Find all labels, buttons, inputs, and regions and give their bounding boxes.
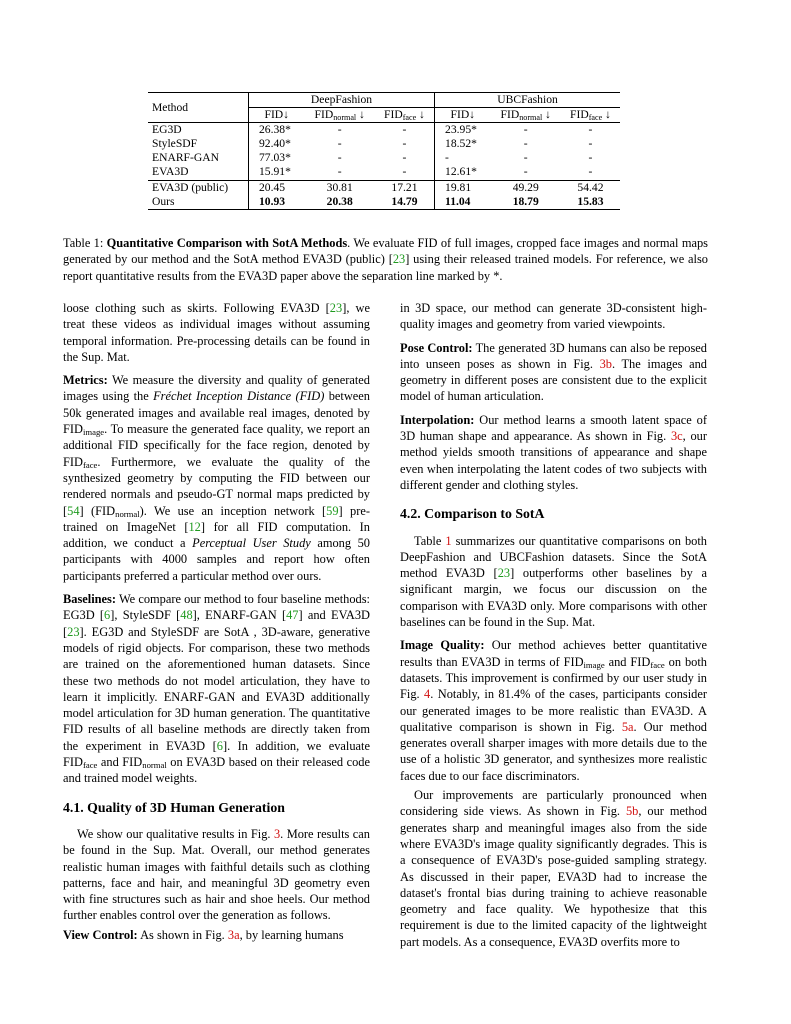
group-ubcfashion: UBCFashion [435, 93, 620, 108]
metrics-paragraph: Metrics: We measure the diversity and quality of generated images using the Fréchet Inception Distance (FID) between 50k generated images and available real images, denoted by $FID_{image}$. To measure the generated face quality, we report an additional FID specifically for the face region, denoted by $FID_{face}$. Furthermore, we evaluate the quality of the synthesized geometry by computing the FID between our rendered normals and pseudo-GT normal maps predicted by [54] $(FID_{normal})$. We use an inception network [59] pre-trained on ImageNet [12] for all FID computation. In addition, we conduct a Perceptual User Study among 50 participants with 4000 samples and report how often participants preferred a particular method over ours. [63, 373, 371, 583]
citation[interactable]: 6 [104, 608, 111, 623]
value-cell: 23.95* [435, 123, 491, 138]
value-cell: - [523, 165, 528, 179]
method-cell: Ours [148, 195, 249, 210]
figure-link[interactable]: 3a [227, 927, 240, 942]
value-cell: - [337, 137, 342, 151]
interpolation-paragraph: Interpolation: Our method learns a smooth latent space of 3D human shape and appearance. As shown in Fig. 3c, our method yields smooth transitions of appearance and shape even when interpolating the latent codes of two subjects with different gender and clothing styles. [400, 412, 707, 492]
value-cell: - [402, 165, 407, 179]
method-cell: EVA3D (public) [148, 180, 249, 195]
caption-label: Table 1: [63, 236, 107, 250]
method-header: Method [148, 93, 249, 123]
baselines-paragraph: Baselines: We compare our method to four baseline methods: EG3D [6], StyleSDF [48], ENARF-GAN [47] and EVA3D [23]. EG3D and StyleSDF are SotA , 3D-aware, generative models of rigid objects. For comparison, these two methods are trained on the aforementioned human datasets. Since these two methods do not model articulation, they have to learn it implicitly. ENARF-GAN and EVA3D additionally model articulation for 3D human generation. The quantitative FID results of all baseline methods are directly taken from the experiment in EVA3D [6]. In addition, we evaluate $FID_{face}$ and $FID_{normal}$ on EVA3D based on their released code and trained model weights. [63, 592, 371, 786]
column-header: FID↓ [435, 108, 491, 123]
value-cell: - [588, 137, 593, 151]
citation[interactable]: 12 [188, 519, 201, 534]
method-cell: StyleSDF [152, 137, 198, 151]
value-cell: - [337, 165, 342, 179]
value-cell: - [491, 123, 561, 138]
citation[interactable]: 23 [392, 252, 406, 267]
value-cell: 20.38 [304, 195, 374, 210]
value-cell: 19.81 [435, 180, 491, 195]
value-cell: - [523, 137, 528, 151]
citation[interactable]: 54 [67, 503, 80, 518]
paragraph-heading: Metrics: [63, 373, 108, 388]
column-header: $FID_{face}$ ↓ [570, 108, 611, 123]
left-column [63, 300, 370, 950]
section-heading: 4.2. Comparison to SotA [400, 506, 545, 522]
image-quality-paragraph: Image Quality: Our method achieves better quantitative results than EVA3D in terms of $FID_{image}$ and $FID_{face}$ on both datasets. This improvement is confirmed by our user study in Fig. 4. Notably, in 81.4% of the cases, participants consider our generated images to be more realistic than EVA3D. A qualitative comparison is shown in Fig. 5a. Our method generates overall sharper images with more details due to the use of a holistic 3D generator, and synthesizes more realistic faces due to our face discriminators. [400, 638, 708, 783]
citation[interactable]: 23 [497, 566, 511, 581]
method-cell: ENARF-GAN [152, 151, 219, 165]
value-cell: - [375, 123, 435, 138]
paragraph-heading: Interpolation: [400, 412, 475, 427]
figure-link[interactable]: 4 [424, 687, 431, 702]
value-cell: - [435, 151, 491, 165]
value-cell: - [304, 123, 374, 138]
column-header: FID↓ [249, 108, 305, 123]
column-header: $FID_{normal}$ ↓ [314, 108, 365, 123]
section-heading: 4.1. Quality of 3D Human Generation [63, 799, 285, 815]
value-cell: 17.21 [375, 180, 435, 195]
paragraph: Our improvements are particularly pronounced when considering side views. As shown in Fig. 5b, our method generates sharp and meaningful images also from the side where EVA3D's image quality significantly degrades. This is a consequence of EVA3D's pose-guided sampling strategy. As discussed in their paper, EVA3D had to increase the dataset's frontal bias during training to achieve reasonable geometry and face quality. We hypothesize that this requirement is due to the limited capacity of the lightweight part models. As a consequence, EVA3D overfits more to [400, 788, 707, 949]
value-cell: - [337, 151, 342, 165]
value-cell: 26.38* [249, 123, 305, 138]
paragraph-heading: View Control: [63, 927, 138, 942]
citation[interactable]: 47 [286, 608, 299, 623]
citation[interactable]: 23 [67, 624, 80, 639]
pose-control-paragraph: Pose Control: The generated 3D humans can also be reposed into unseen poses as shown in Fig. 3b. The images and geometry in different poses are consistent due to the explicit model of human articulation. [400, 340, 708, 404]
paragraph: in 3D space, our method can generate 3D-consistent high-quality images and geometry from varied viewpoints. [400, 301, 707, 332]
column-header: $FID_{face}$ ↓ [384, 108, 425, 123]
table-row [148, 195, 620, 210]
citation[interactable]: 48 [180, 608, 193, 623]
method-cell: EVA3D [152, 165, 189, 179]
value-cell: 18.79 [491, 195, 561, 210]
citation[interactable]: 23 [329, 301, 343, 315]
view-control-paragraph: View Control: As shown in Fig. 3a, by learning humans [63, 927, 344, 942]
paragraph: We show our qualitative results in Fig. 3. More results can be found in the Sup. Mat. Overall, our method generates realistic human images with faithful details such as clothing patterns, face and hair, and meaningful 3D geometry even with fine structures such as hair and shoe heels. Our method further enables control over the generation as follows. [63, 826, 370, 923]
value-cell: 54.42 [561, 180, 620, 195]
value-cell: 49.29 [491, 180, 561, 195]
paragraph: Table 1 summarizes our quantitative comparisons on both DeepFashion and UBCFashion datasets. Since the SotA method EVA3D [23] outperforms other baselines by a significant margin, we focus our discussion on the comparison with EVA3D only. More comparisons with other baselines can be found in the Sup. Mat. [400, 533, 708, 630]
value-cell: 11.04 [435, 195, 491, 210]
value-cell: 10.93 [249, 195, 305, 210]
value-cell: 20.45 [249, 180, 305, 195]
caption-title: Quantitative Comparison with SotA Methods [106, 236, 348, 250]
value-cell: 15.83 [561, 195, 620, 210]
table-caption: Table 1: Quantitative Comparison with SotA Methods. We evaluate FID of full images, cropped face images and normal maps generated by our method and the SotA method EVA3D (public) [23] using their released trained models. For reference, we also report quantitative results from the EVA3D paper above the separation line marked by *. [63, 236, 708, 283]
value-cell: 12.61* [435, 165, 491, 180]
results-table [148, 92, 620, 210]
value-cell: 30.81 [304, 180, 374, 195]
figure-link[interactable]: 3b [599, 356, 612, 371]
group-deepfashion: DeepFashion [249, 93, 435, 108]
table-row [148, 180, 620, 195]
paragraph: loose clothing such as skirts. Following EVA3D [23], we treat these videos as individual images without assuming temporal information. Pre-processing details can be found in the Sup. Mat. [63, 301, 370, 364]
table-row [148, 123, 620, 138]
paragraph-heading: Baselines: [63, 592, 117, 607]
figure-link[interactable]: 3c [670, 429, 683, 444]
method-cell: EG3D [148, 123, 249, 138]
figure-link[interactable]: 5b [625, 804, 639, 819]
value-cell: 15.91* [249, 165, 305, 180]
table-row [148, 165, 620, 180]
value-cell: 77.03* [249, 151, 305, 165]
value-cell: - [588, 151, 593, 165]
paragraph-heading: Pose Control: [400, 340, 473, 355]
value-cell: 92.40* [249, 137, 305, 151]
value-cell: - [402, 151, 407, 165]
figure-link[interactable]: 3 [273, 826, 281, 841]
citation[interactable]: 6 [216, 738, 223, 753]
value-cell: 18.52* [435, 137, 491, 151]
right-column [400, 300, 707, 953]
figure-link[interactable]: 5a [621, 719, 634, 734]
table-link[interactable]: 1 [445, 533, 452, 548]
value-cell: - [402, 137, 407, 151]
value-cell: - [523, 151, 528, 165]
citation[interactable]: 59 [326, 503, 339, 518]
value-cell: 14.79 [375, 195, 435, 210]
value-cell: - [561, 123, 620, 138]
table-row [148, 151, 620, 165]
column-header: $FID_{normal}$ ↓ [500, 108, 551, 123]
table-row [148, 137, 620, 151]
value-cell: - [588, 165, 593, 179]
paragraph-heading: Image Quality: [400, 638, 485, 653]
